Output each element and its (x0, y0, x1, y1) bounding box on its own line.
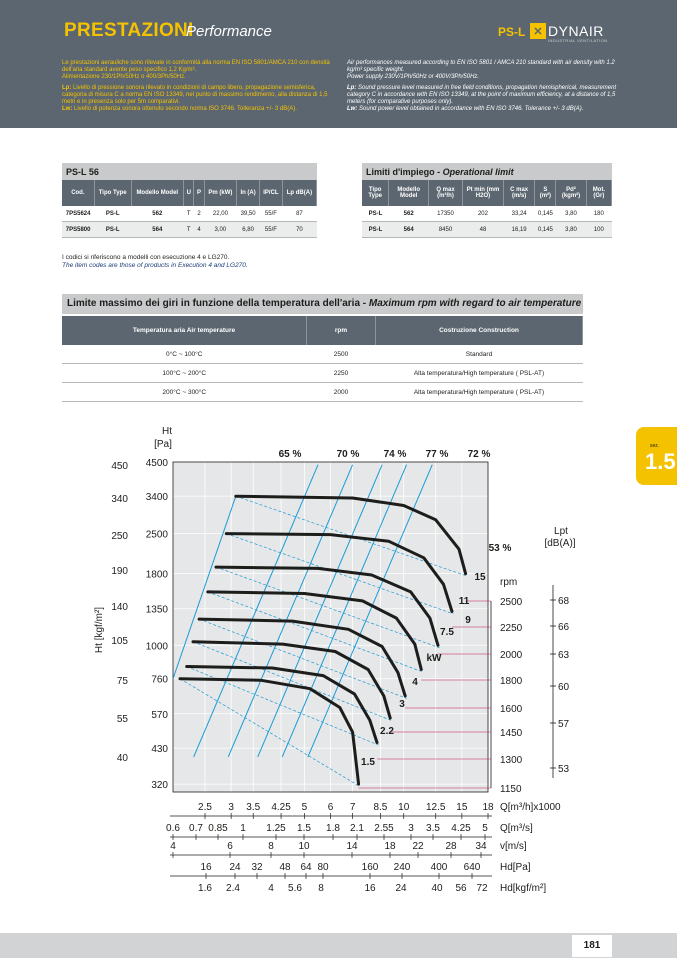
table-cell: PS-L (362, 222, 389, 238)
page-title: PRESTAZIONI (64, 20, 194, 41)
limits-header: Q max (m³/h) (428, 180, 462, 206)
table-cell: 7PS5624 (62, 206, 94, 222)
intro-it-2: Alimentazione 230/1Ph/50Hz o 400/3Ph/50Hz. (62, 74, 186, 80)
x-tick: 10 (398, 802, 410, 813)
spec-header: Pm (kW) (204, 180, 237, 206)
x-tick: 40 (431, 883, 443, 894)
x-tick: 640 (463, 862, 481, 873)
intro-en-1: Air performances measured according to EN ISO 5801 / AMCA 210 standard with air density with 1.2 kg/m³ specific weight. (347, 60, 615, 73)
section-number: 1.5 (645, 449, 676, 474)
x-tick: 34 (475, 841, 487, 852)
table-cell: 16,19 (503, 222, 535, 238)
y-tick-pa: 430 (151, 744, 168, 756)
table-cell: 55/F (260, 222, 283, 238)
table-row (62, 222, 317, 238)
rpm-value: 1600 (500, 704, 523, 715)
x-tick: 0.85 (208, 823, 228, 834)
y-axis-title-kgf: Ht [kgf/m²] (94, 606, 105, 654)
intro-en-2: Power supply 230V/1Ph/50Hz or 400V/3Ph/50Hz. (347, 74, 480, 80)
kw-label: 2.2 (380, 726, 394, 737)
table-cell: T (184, 222, 194, 238)
lpt-unit: [dB(A)] (544, 538, 576, 549)
rpm-limit-caption: Limite massimo dei giri in funzione della temperatura dell'aria - Maximum rpm with regard to air temperature (62, 294, 583, 314)
x-tick: 3 (408, 823, 414, 834)
table-row (62, 206, 317, 222)
rpm-value: 1800 (500, 676, 523, 687)
x-tick: 8 (268, 841, 274, 852)
table-cell: 0,145 (535, 206, 556, 222)
x-tick: 4.25 (271, 802, 291, 813)
page-number: 181 (572, 935, 612, 957)
kw-label: 15 (474, 572, 486, 583)
logo-tagline: INDUSTRIAL VENTILATION (548, 38, 608, 43)
y-tick-pa: 2500 (145, 529, 168, 541)
x-tick: 8 (318, 883, 324, 894)
section-label: sez. (650, 443, 660, 449)
y-axis-title-pa: Ht (162, 426, 172, 437)
kw-label: 9 (465, 615, 471, 626)
lpt-value: 57 (558, 719, 570, 730)
efficiency-label: 72 % (467, 449, 491, 460)
table-cell: 2 (194, 206, 204, 222)
x-tick: 1 (240, 823, 246, 834)
x-tick: 4.25 (451, 823, 471, 834)
limits-caption-it: Limiti d'impiego (366, 166, 435, 177)
table-cell: 3,80 (556, 222, 586, 238)
rpm-limit-header: Costruzione Construction (376, 316, 583, 345)
table-row (362, 222, 612, 238)
table-cell: 39,50 (237, 206, 260, 222)
limits-header: S (m²) (535, 180, 556, 206)
table-row (62, 383, 583, 402)
page-subtitle: Performance (186, 23, 272, 40)
spec-header: In (A) (237, 180, 260, 206)
table-cell: 180 (586, 206, 611, 222)
rpm-limit-table (62, 316, 583, 402)
lpt-value: 53 (558, 764, 570, 775)
x-axis-unit: Q[m³/h]x1000 (500, 802, 561, 813)
y-tick-pa: 1000 (145, 641, 168, 653)
x-tick: 28 (445, 841, 457, 852)
kw-label: 7.5 (440, 627, 454, 638)
lpt-value: 68 (558, 596, 570, 607)
intro-it-lw: Livello di potenza sonora ottenuto secondo norma ISO 3746. Tolleranza +/- 3 dB(A). (74, 106, 297, 112)
y-tick-kgf: 105 (111, 636, 128, 647)
table-cell: 2250 (307, 364, 376, 383)
table-cell: 3,80 (556, 206, 586, 222)
y-axes (94, 426, 172, 791)
table-row (62, 364, 583, 383)
x-tick: 400 (430, 862, 448, 873)
intro-it-lp: Livello di pressione sonora rilevato in condizioni di campo libero, propagazione semisferica, categoria di misura C a norma EN ISO 13349, nel punto di massimo rendimento, alla distanza di 1,5 metri e in presenza solo per 5m comparativi. (62, 85, 328, 105)
lpt-value: 66 (558, 622, 570, 633)
x-tick: 72 (476, 883, 488, 894)
lpt-value: 63 (558, 650, 570, 661)
y-axis-unit-pa: [Pa] (154, 439, 172, 450)
y-tick-kgf: 140 (111, 602, 128, 613)
limits-header: Modello Model (389, 180, 429, 206)
y-tick-kgf: 340 (111, 494, 128, 505)
table-cell: 7PS5800 (62, 222, 94, 238)
x-tick: 4 (170, 841, 176, 852)
x-tick: 6 (327, 802, 334, 813)
x-tick: 1.8 (326, 823, 340, 834)
x-tick: 2.1 (350, 823, 364, 834)
x-tick: 24 (395, 883, 407, 894)
table-cell: 202 (463, 206, 504, 222)
intro-it-lp-key: Lp: (62, 85, 72, 91)
table-cell: 100 (586, 222, 611, 238)
table-cell: PS-L (362, 206, 389, 222)
x-tick: 2.4 (226, 883, 240, 894)
kw-label: kW (426, 653, 442, 664)
limits-header: Pt min (mm H2O) (463, 180, 504, 206)
x-tick: 18 (384, 841, 396, 852)
rpm-limit-caption-en: Maximum rpm with regard to air temperature (368, 298, 582, 309)
table-cell: 562 (389, 206, 429, 222)
logo-mark-icon: ✕ (530, 23, 546, 39)
x-tick: 5.6 (288, 883, 302, 894)
x-tick: 14 (346, 841, 358, 852)
table-cell: 100°C ~ 200°C (62, 364, 307, 383)
y-tick-pa: 3400 (145, 492, 168, 504)
y-tick-pa: 1350 (145, 604, 168, 616)
rpm-value: 2500 (500, 597, 523, 608)
lpt-scale (544, 526, 575, 778)
table-cell: 562 (131, 206, 183, 222)
efficiency-label: 77 % (425, 449, 449, 460)
kw-label: 1.5 (361, 757, 375, 768)
rpm-limit-header: rpm (307, 316, 376, 345)
rpm-limit-header: Temperatura aria Air temperature (62, 316, 307, 345)
table-cell: 33,24 (503, 206, 535, 222)
table-cell: 3,00 (204, 222, 237, 238)
spec-header: U (184, 180, 194, 206)
y-tick-kgf: 250 (111, 531, 128, 542)
kw-label: 3 (399, 699, 405, 710)
limits-caption-en: Operational limit (442, 166, 514, 177)
execution-note (62, 254, 248, 270)
table-cell: 200°C ~ 300°C (62, 383, 307, 402)
table-cell: 48 (463, 222, 504, 238)
x-tick: 8.5 (373, 802, 388, 813)
x-tick: 10 (298, 841, 310, 852)
y-tick-pa: 4500 (145, 458, 168, 469)
rpm-limit-caption-it: Limite massimo dei giri in funzione della temperatura dell'aria (67, 298, 361, 309)
x-tick: 16 (200, 862, 212, 873)
x-tick: 1.6 (198, 883, 212, 894)
x-tick: 0.7 (189, 823, 203, 834)
spec-header: Lp dB(A) (282, 180, 316, 206)
x-tick: 3 (228, 802, 234, 813)
x-axes (166, 802, 561, 894)
table-cell: PS-L (94, 222, 131, 238)
table-cell: 0,145 (535, 222, 556, 238)
efficiency-label: 53 % (488, 543, 512, 554)
efficiency-label: 74 % (383, 449, 407, 460)
intro-en-lw-key: Lw: (347, 106, 358, 112)
efficiency-label: 70 % (336, 449, 360, 460)
intro-en-lp: Sound pressure level measured in free field conditions, propagation hemispherical, measurement category C in accordance with EN ISO 13349, at the point of maximum efficiency, at a distance of 1,5 meters (for comparative purposes only). (347, 85, 617, 105)
y-tick-pa: 570 (151, 709, 168, 721)
table-cell: PS-L (94, 206, 131, 222)
x-tick: 56 (455, 883, 467, 894)
table-cell: 17350 (428, 206, 462, 222)
limits-header: C max (m/s) (503, 180, 535, 206)
brand-logo (530, 23, 608, 43)
spec-header: Modello Model (131, 180, 183, 206)
x-tick: 18 (482, 802, 494, 813)
x-tick: 240 (393, 862, 411, 873)
x-tick: 32 (251, 862, 263, 873)
x-tick: 16 (364, 883, 376, 894)
table-cell: 70 (282, 222, 316, 238)
intro-english (347, 60, 617, 117)
spec-table-caption: PS-L 56 (62, 163, 317, 180)
rpm-value: 1300 (500, 755, 523, 766)
table-cell: 22,00 (204, 206, 237, 222)
table-cell: 4 (194, 222, 204, 238)
spec-header: Tipo Type (94, 180, 131, 206)
rpm-value: 2250 (500, 623, 523, 634)
x-tick: 80 (317, 862, 329, 873)
x-tick: 15 (456, 802, 468, 813)
limits-header: Pd² (kgm²) (556, 180, 586, 206)
table-cell: Alta temperatura/High temperature ( PSL-AT) (376, 364, 583, 383)
y-tick-kgf: 75 (116, 676, 128, 687)
execution-note-it: I codici si riferiscono a modelli con esecuzione 4 e LG270. (62, 254, 230, 261)
spec-table (62, 163, 317, 238)
execution-note-en: The item codes are those of products in Execution 4 and LG270. (62, 262, 248, 269)
table-cell: T (184, 206, 194, 222)
intro-en-lw: Sound power level obtained in accordance with EN ISO 3746. Tolerance +/- 3 dB(A). (359, 106, 584, 112)
kw-label: 4 (412, 677, 418, 688)
table-cell: 564 (131, 222, 183, 238)
x-axis-unit: Hd[Pa] (500, 862, 531, 873)
y-tick-kgf: 450 (111, 461, 128, 472)
lpt-title: Lpt (554, 526, 568, 537)
x-tick: 4 (268, 883, 274, 894)
rpm-value: 2000 (500, 650, 523, 661)
x-tick: 3.5 (426, 823, 440, 834)
x-tick: 64 (300, 862, 312, 873)
table-cell: 55/F (260, 206, 283, 222)
x-tick: 7 (349, 802, 356, 813)
table-cell: Alta temperatura/High temperature ( PSL-AT) (376, 383, 583, 402)
y-tick-pa: 320 (151, 780, 168, 792)
x-tick: 160 (361, 862, 379, 873)
logo-text: DYNAIR (548, 23, 604, 39)
x-tick: 5 (482, 823, 488, 834)
y-tick-kgf: 40 (116, 753, 128, 764)
limits-header: Mot. (Gr) (586, 180, 611, 206)
limits-header: Tipo Type (362, 180, 389, 206)
table-cell: 0°C ~ 100°C (62, 345, 307, 364)
table-cell: 2000 (307, 383, 376, 402)
table-row (362, 206, 612, 222)
intro-italian (62, 60, 330, 117)
spec-header: IP/CL (260, 180, 283, 206)
table-cell: 6,80 (237, 222, 260, 238)
x-tick: 24 (229, 862, 241, 873)
table-cell: Standard (376, 345, 583, 364)
x-tick: 1.5 (297, 823, 311, 834)
efficiency-label: 65 % (278, 449, 302, 460)
x-tick: 12.5 (425, 802, 446, 813)
model-code: PS-L (498, 25, 526, 39)
rpm-value: 1150 (500, 784, 522, 795)
x-tick: 48 (279, 862, 291, 873)
x-tick: 0.6 (166, 823, 180, 834)
y-tick-kgf: 190 (111, 566, 128, 577)
lpt-value: 60 (558, 682, 570, 693)
y-tick-kgf: 55 (116, 714, 128, 725)
spec-header: P (194, 180, 204, 206)
performance-chart (0, 420, 677, 920)
x-axis-unit: Q[m³/s] (500, 823, 533, 834)
table-cell: 8450 (428, 222, 462, 238)
table-cell: 564 (389, 222, 429, 238)
x-tick: 1.25 (266, 823, 286, 834)
x-axis-unit: Hd[kgf/m²] (500, 883, 547, 894)
kw-label: 11 (458, 596, 470, 607)
spec-header: Cod. (62, 180, 94, 206)
table-cell: 2500 (307, 345, 376, 364)
x-axis-unit: v[m/s] (500, 841, 527, 852)
x-tick: 3.5 (246, 802, 261, 813)
y-tick-pa: 1800 (145, 569, 168, 581)
intro-it-lw-key: Lw: (62, 106, 73, 112)
table-cell: 87 (282, 206, 316, 222)
x-tick: 6 (227, 841, 233, 852)
limits-table-caption: Limiti d'impiego - Operational limit (362, 163, 612, 180)
intro-en-lp-key: Lp: (347, 85, 357, 91)
intro-it-1: Le prestazioni aerauliche sono rilevate in conformità alla norma EN ISO 5801/AMCA 210 con densità dell'aria standard avente peso specifico 1,2 Kg/m³. (62, 60, 330, 73)
rpm-label: rpm (500, 577, 518, 588)
limits-table (362, 163, 612, 238)
y-tick-pa: 760 (151, 674, 168, 686)
rpm-value: 1450 (500, 728, 523, 739)
x-tick: 2.5 (198, 802, 212, 813)
x-tick: 5 (301, 802, 308, 813)
x-tick: 2.55 (374, 823, 394, 834)
table-row (62, 345, 583, 364)
x-tick: 22 (412, 841, 424, 852)
